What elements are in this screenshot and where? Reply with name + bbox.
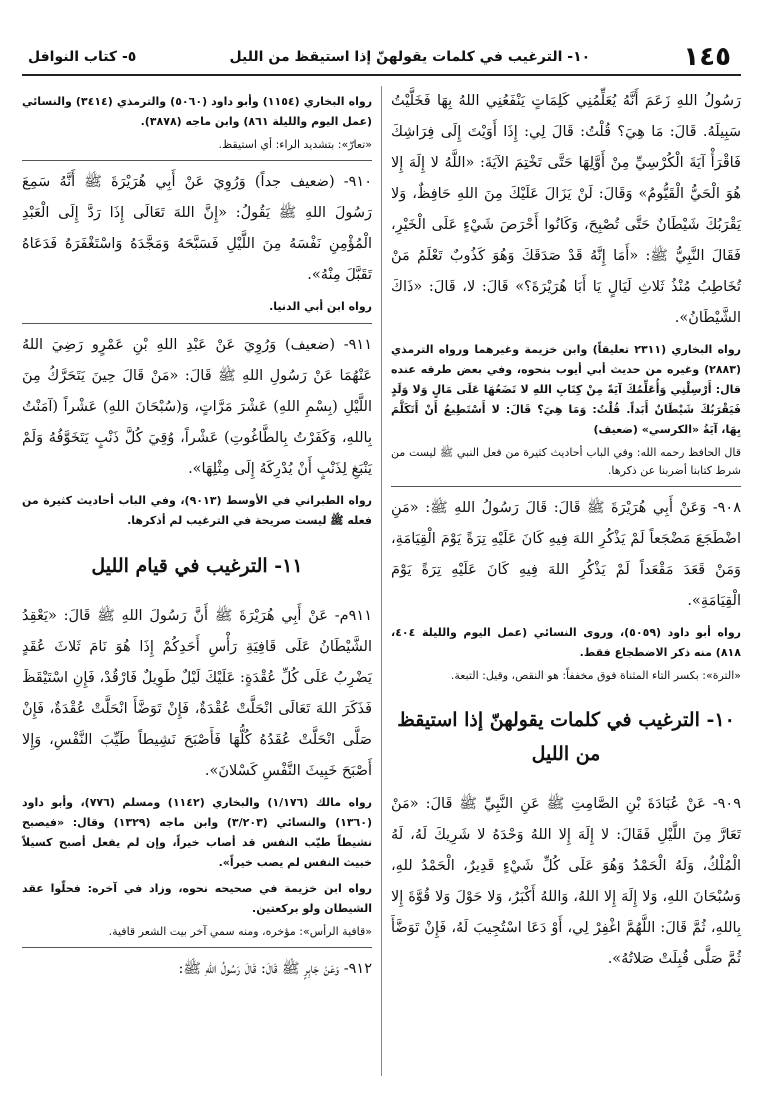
hafiz-note: قال الحافظ رحمه الله: وفي الباب أحاديث كثيرة من فعل النبي ﷺ ليست من شرط كتابنا أضربنا عن ذكرها. bbox=[391, 446, 741, 477]
right-column bbox=[391, 86, 741, 975]
hadith-910: ٩١٠- (ضعيف جداً) وَرُوِيَ عَنْ أَبِي هُرَيْرَةَ ﷺ أَنَّهُ سَمِعَ رَسُولَ اللهِ ﷺ يَقُولُ: «إِنَّ اللهَ تَعَالَى إِذَا رَدَّ إِلَى الْعَبْدِ الْمُؤْمِنِ نَفْسَهُ مِنَ اللَّيْلِ فَسَبَّحَهُ وَمَجَّدَهُ وَاسْتَغْفَرَهُ فَدَعَاهُ تَقَبَّلَ مِنْهُ». bbox=[22, 174, 372, 283]
divider bbox=[22, 160, 372, 161]
page-header bbox=[22, 40, 741, 76]
hadith-911m-reference: رواه مالك (١/١٧٦) والبخاري (١١٤٢) ومسلم (٧٧٦)، وأبو داود (١٣٦٠) والنسائي (٣/٢٠٣) وابن ماجه (١٣٢٩) وقال: «فيصبح نشيطاً طيّب النفس قد أصاب خيراً، وإن لم يفعل أصبح كسيلاً خبيث النفس لم يصب خيراً». bbox=[22, 796, 373, 869]
divider bbox=[391, 486, 741, 487]
section-title-10: ١٠- الترغيب في كلمات يقولهنّ إذا استيقظ من الليل bbox=[397, 709, 735, 765]
column-rule bbox=[381, 86, 382, 1076]
page-number: ١٤٥ bbox=[683, 42, 731, 72]
ibn-khuzaymah-reference: رواه ابن خزيمة في صحيحه نحوه، وزاد في آخره: فحلّوا عقد الشيطان ولو بركعتين. bbox=[22, 882, 372, 915]
hadith-909-gloss: «تعارّ»: بتشديد الراء: أي استيقظ. bbox=[218, 138, 372, 151]
hadith-911m: ٩١١م- عَنْ أَبِي هُرَيْرَةَ ﷺ أَنَّ رَسُولَ اللهِ ﷺ قَالَ: «يَعْقِدُ الشَّيْطَانُ عَلَى قَافِيَةِ رَأْسِ أَحَدِكُمْ إِذَا هُوَ نَامَ ثَلاثَ عُقَدٍ يَضْرِبُ عَلَى كُلِّ عُقْدَةٍ: عَلَيْكَ لَيْلٌ طَوِيلٌ فَارْقُدْ، فَإِنِ اسْتَيْقَظَ فَذَكَرَ اللهَ تَعَالَى انْحَلَّتْ عُقْدَةٌ، فَإِنْ تَوَضَّأَ انْحَلَّتْ عُقْدَةٌ، فَإِنْ صَلَّى انْحَلَّتْ عُقَدُهُ كُلُّهَا فَأَصْبَحَ نَشِيطاً طَيِّبَ النَّفْسِ، وَإِلا أَصْبَحَ خَبِيثَ النَّفْسِ كَسْلانَ». bbox=[22, 608, 372, 779]
hadith-908-gloss: «الترة»: بكسر التاء المثناة فوق مخففاً: هو النقص، وقيل: التبعة. bbox=[450, 669, 741, 682]
hadith-911: ٩١١- (ضعيف) وَرُوِيَ عَنْ عَبْدِ اللهِ بْنِ عَمْرٍو رَضِيَ اللهُ عَنْهُمَا عَنْ رَسُولِ اللهِ ﷺ قَالَ: «مَنْ قَالَ حِينَ يَتَحَرَّكُ مِنَ اللَّيْلِ (بِسْمِ اللهِ) عَشْرَ مَرَّاتٍ، وَ(سُبْحَانَ اللهِ) عَشْراً (آمَنْتُ بِاللهِ، وَكَفَرْتُ بِالطَّاغُوتِ) عَشْراً، وُقِيَ كُلَّ ذَنْبٍ يَتَخَوَّفُهُ وَلَمْ يَنْبَغِ لِذَنْبٍ أَنْ يُدْرِكَهُ إِلَى مِثْلِهَا». bbox=[22, 337, 372, 477]
divider bbox=[22, 323, 372, 324]
hadith-910-reference: رواه ابن أبي الدنيا. bbox=[269, 300, 372, 313]
hadith-909-reference: رواه البخاري (١١٥٤) وأبو داود (٥٠٦٠) والترمذي (٣٤١٤) والنسائي (عمل اليوم والليلة ٨٦١) وابن ماجه (٣٨٧٨). bbox=[22, 95, 373, 128]
left-column bbox=[22, 86, 372, 985]
section-title-11: ١١- الترغيب في قيام الليل bbox=[91, 555, 303, 577]
hadith-912-start: ٩١٢- وَعَنْ جَابِرٍ ﷺ قَالَ: قَالَ رَسُولُ اللهِ ﷺ: bbox=[178, 961, 372, 977]
hadith-908: ٩٠٨- وَعَنْ أَبِي هُرَيْرَةَ ﷺ قَالَ: قَالَ رَسُولُ اللهِ ﷺ: «مَنِ اضْطَجَعَ مَضْجَعاً لَمْ يَذْكُرِ اللهَ فِيهِ كَانَ عَلَيْهِ تِرَةً يَوْمَ الْقِيَامَةِ، وَمَنْ قَعَدَ مَقْعَداً لَمْ يَذْكُرِ اللهَ فِيهِ كَانَ عَلَيْهِ تِرَةً يَوْمَ الْقِيَامَةِ». bbox=[391, 500, 741, 609]
hadith-907-continuation: رَسُولُ اللهِ زَعَمَ أَنَّهُ يُعَلِّمُنِي كَلِمَاتٍ يَنْفَعُنِي اللهُ بِهَا فَخَلَّيْتُ سَبِيلَهُ. قَالَ: مَا هِيَ؟ قُلْتُ: قَالَ لِي: إِذَا أَوَيْتَ إِلَى فِرَاشِكَ فَاقْرَأْ آيَةَ الْكُرْسِيِّ مِنْ أَوَّلِهَا حَتَّى تَخْتِمَ الآيَةَ: «اللَّهُ لا إِلَهَ إِلا هُوَ الْحَيُّ الْقَيُّومُ» وَقَالَ: لَنْ يَزَالَ عَلَيْكَ مِنَ اللهِ حَافِظٌ، وَلا يَقْرَبُكَ شَيْطَانٌ حَتَّى تُصْبِحَ، وَكَانُوا أَحْرَصَ شَيْءٍ عَلَى الْخَيْرِ، فَقَالَ النَّبِيُّ ﷺ: «أَمَا إِنَّهُ قَدْ صَدَقَكَ وَهُوَ كَذُوبٌ تَعْلَمُ مَنْ تُخَاطِبُ مُنْذُ ثَلاثِ لَيَالٍ يَا أَبَا هُرَيْرَةَ؟» قَالَ: لا، قَالَ: «ذَاكَ الشَّيْطَانُ». bbox=[391, 93, 741, 326]
hadith-907-reference: رواه البخاري (٢٣١١ تعليقاً) وابن خزيمة وغيرهما ورواه الترمذي (٢٨٨٣) وغيره من حديث أبي أيوب بنحوه، وفي بعض طرقه عنده قال: أَرْسِلْنِي وَأُعَلِّمُكَ آيَةً مِنْ كِتَابِ اللهِ لا تَضَعُهَا عَلَى مَالٍ وَلا وَلَدٍ فَيَقْرَبُكَ شَيْطَانٌ أَبَداً. قُلْتُ: وَمَا هِيَ؟ قَالَ: لا أَسْتَطِيعُ أَنْ أَتَكَلَّمَ بِهَا، آيَةُ «الكرسي» (ضعيف) bbox=[391, 343, 741, 436]
hadith-908-reference: رواه أبو داود (٥٠٥٩)، وروى النسائي (عمل اليوم والليلة ٤٠٤، ٨١٨) منه ذكر الاضطجاع فقط. bbox=[391, 626, 741, 659]
hadith-911-reference: رواه الطبراني في الأوسط (٩٠١٣)، وفي الباب أحاديث كثيرة من فعله ﷺ ليست صريحة في الترغيب لم أذكرها. bbox=[22, 494, 372, 527]
hadith-909: ٩٠٩- عَنْ عُبَادَةَ بْنِ الصَّامِتِ ﷺ عَنِ النَّبِيِّ ﷺ قَالَ: «مَنْ تَعَارَّ مِنَ اللَّيْلِ فَقَالَ: لا إِلَهَ إِلا اللهُ وَحْدَهُ لا شَرِيكَ لَهُ، لَهُ الْمُلْكُ، وَلَهُ الْحَمْدُ وَهُوَ عَلَى كُلِّ شَيْءٍ قَدِيرٌ، الْحَمْدُ للهِ، وَسُبْحَانَ اللهِ، وَلا إِلَهَ إِلا اللهُ، وَاللهُ أَكْبَرُ، وَلا حَوْلَ وَلا قُوَّةَ إِلا بِاللهِ، ثُمَّ قَالَ: اللَّهُمَّ اغْفِرْ لِي، أَوْ دَعَا اسْتُجِيبَ لَهُ، فَإِنْ تَوَضَّأَ ثُمَّ صَلَّى قُبِلَتْ صَلاتُهُ». bbox=[391, 796, 741, 967]
qafiya-gloss: «قافية الرأس»: مؤخره، ومنه سمي آخر بيت الشعر قافية. bbox=[108, 925, 372, 938]
chapter-title: ١٠- الترغيب في كلمات يقولهنّ إذا استيقظ من الليل bbox=[229, 49, 591, 65]
book-title: ٥- كتاب النوافل bbox=[28, 49, 137, 65]
divider bbox=[22, 947, 372, 948]
